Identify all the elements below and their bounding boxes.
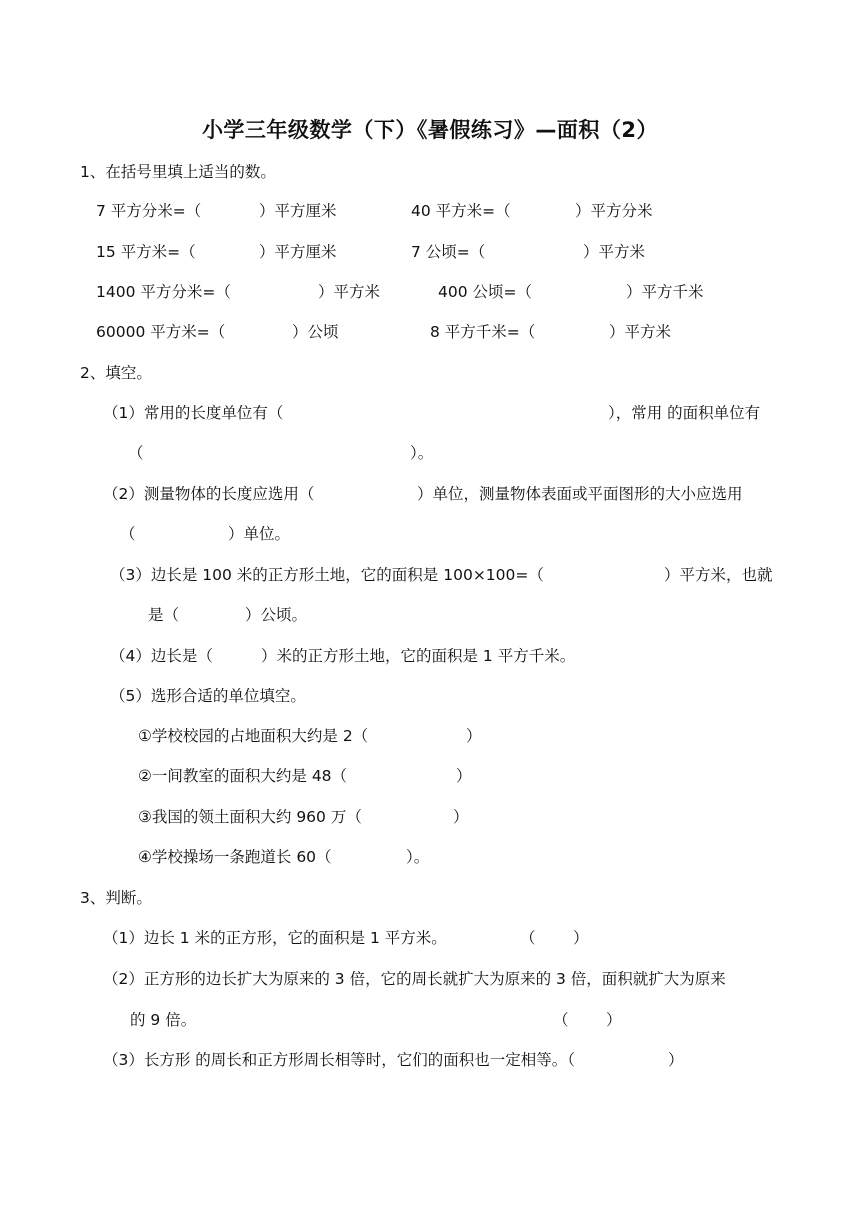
section-3-heading: 3、判断。 xyxy=(80,889,152,907)
judge-q3-paren: ） xyxy=(668,1051,684,1069)
conversion-right-prefix: 8 平方千米=（ xyxy=(430,323,536,341)
fill-q3-text: ）平方米，也就 xyxy=(664,566,773,584)
conversion-left-prefix: 60000 平方米=（ xyxy=(96,323,226,341)
fill-q1-text: （ xyxy=(128,444,144,462)
section-1-heading: 1、在括号里填上适当的数。 xyxy=(80,163,276,181)
judge-q2-text: 的 9 倍。 xyxy=(130,1011,197,1029)
unit-choice-item: ） xyxy=(456,767,472,785)
fill-q5-text: （5）选形合适的单位填空。 xyxy=(110,687,306,705)
judge-q1-paren: （ xyxy=(520,929,536,947)
unit-choice-item: ①学校校园的占地面积大约是 2（ xyxy=(138,727,369,745)
section-2-heading: 2、填空。 xyxy=(80,364,152,382)
fill-q4-text: ）米的正方形土地，它的面积是 1 平方千米。 xyxy=(261,647,576,665)
conversion-left-suffix: ）平方厘米 xyxy=(259,202,337,220)
judge-q2-text: （2）正方形的边长扩大为原来的 3 倍，它的周长就扩大为原来的 3 倍，面积就扩大为原来 xyxy=(103,970,726,988)
judge-q2-paren: ） xyxy=(606,1011,622,1029)
conversion-right-suffix: ）平方分米 xyxy=(575,202,653,220)
conversion-left-suffix: ）平方厘米 xyxy=(259,243,337,261)
conversion-left-suffix: ）公顷 xyxy=(292,323,339,341)
conversion-right-prefix: 7 公顷=（ xyxy=(411,243,486,261)
conversion-right-suffix: ）平方米 xyxy=(609,323,672,341)
fill-q1-text: ）。 xyxy=(410,444,434,462)
fill-q1-text: ），常用 的面积单位有 xyxy=(608,404,761,422)
fill-q2-text: （ xyxy=(120,525,136,543)
conversion-right-suffix: ）平方千米 xyxy=(626,283,704,301)
judge-q1-paren: ） xyxy=(573,929,589,947)
unit-choice-item: ） xyxy=(453,808,469,826)
unit-choice-item: ②一间教室的面积大约是 48（ xyxy=(138,767,348,785)
unit-choice-item: ③我国的领土面积大约 960 万（ xyxy=(138,808,362,826)
conversion-left-prefix: 7 平方分米=（ xyxy=(96,202,202,220)
judge-q1-text: （1）边长 1 米的正方形，它的面积是 1 平方米。 xyxy=(103,929,447,947)
conversion-left-suffix: ）平方米 xyxy=(318,283,381,301)
unit-choice-item: ） xyxy=(466,727,482,745)
fill-q2-text: （2）测量物体的长度应选用（ xyxy=(103,485,315,503)
conversion-right-prefix: 400 公顷=（ xyxy=(438,283,532,301)
fill-q2-text: ）单位，测量物体表面或平面图形的大小应选用 xyxy=(417,485,743,503)
fill-q3-text: （3）边长是 100 米的正方形土地，它的面积是 100×100=（ xyxy=(110,566,544,584)
judge-q3-text: （3）长方形 的周长和正方形周长相等时，它们的面积也一定相等。（ xyxy=(103,1051,576,1069)
fill-q4-text: （4）边长是（ xyxy=(110,647,213,665)
fill-q3-text: ）公顷。 xyxy=(245,606,308,624)
unit-choice-item: ④学校操场一条跑道长 60（ xyxy=(138,848,332,866)
fill-q1-text: （1）常用的长度单位有（ xyxy=(103,404,284,422)
conversion-right-prefix: 40 平方米=（ xyxy=(411,202,511,220)
conversion-right-suffix: ）平方米 xyxy=(583,243,646,261)
conversion-left-prefix: 15 平方米=（ xyxy=(96,243,196,261)
judge-q2-paren: （ xyxy=(553,1011,569,1029)
unit-choice-item: ）。 xyxy=(406,848,430,866)
fill-q2-text: ）单位。 xyxy=(228,525,291,543)
fill-q3-text: 是（ xyxy=(148,606,180,624)
conversion-left-prefix: 1400 平方分米=（ xyxy=(96,283,231,301)
page-title: 小学三年级数学（下）《暑假练习》—面积（2） xyxy=(201,118,659,142)
